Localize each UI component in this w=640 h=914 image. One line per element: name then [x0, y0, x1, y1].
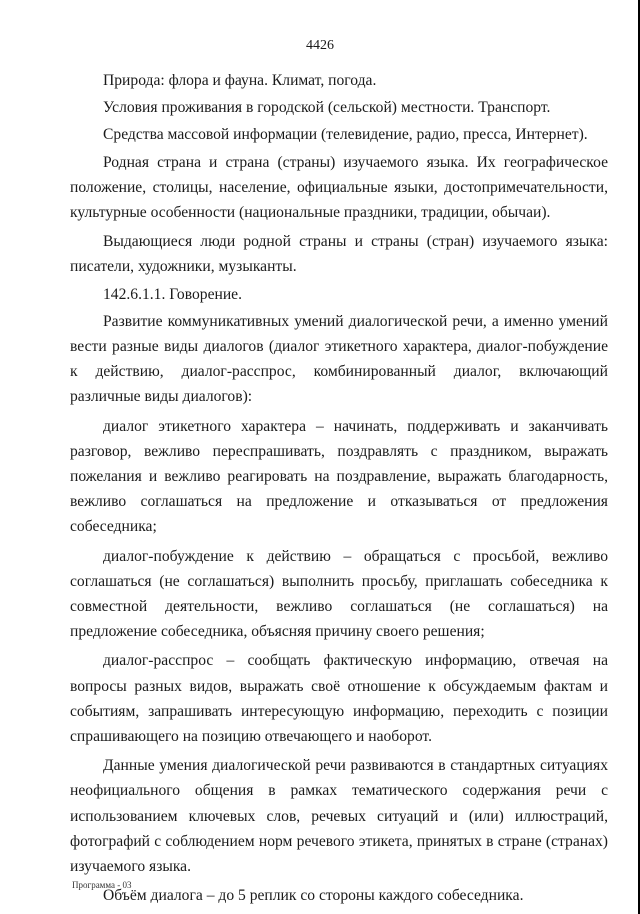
paragraph-dialogue-volume: Объём диалога – до 5 реплик со стороны каждого собеседника. [103, 887, 524, 905]
section-heading-speaking: 142.6.1.1. Говорение. [103, 285, 242, 303]
paragraph-inquiry-dialogue: диалог-расспрос – сообщать фактическую информацию, отвечая на вопросы разных видов, выражать своё отношение к обсуждаемым фактам и событиям, запрашивать интересующую информацию, переходить с позиции спрашивающего на позицию отвечающего и наоборот. [70, 652, 608, 746]
paragraph-standard-situations: Данные умения диалогической речи развиваются в стандартных ситуациях неофициального общения в рамках тематического содержания речи с использованием ключевых слов, речевых ситуаций и (или) иллюстраций, фотографий с соблюдением норм речевого этикета, принятых в стране (странах) изучаемого языка. [70, 757, 608, 876]
paragraph-nature: Природа: флора и фауна. Климат, погода. [103, 72, 377, 89]
paragraph-living-conditions: Условия проживания в городской (сельской) местности. Транспорт. [103, 99, 551, 117]
paragraph-incentive-dialogue: диалог-побуждение к действию – обращаться с просьбой, вежливо соглашаться (не соглашаться) выполнить просьбу, приглашать собеседника к совместной деятельности, вежливо соглашаться (не соглашаться) на предложение собеседника, объясняя причину своего решения; [70, 547, 608, 641]
page-number: 4426 [306, 38, 334, 53]
paragraph-etiquette-dialogue: диалог этикетного характера – начинать, поддерживать и заканчивать разговор, вежливо переспрашивать, поздравлять с праздником, выражать пожелания и вежливо реагировать на поздравление, выражать благодарность, вежливо соглашаться на предложение и отказываться от предложения собеседника; [70, 417, 608, 536]
paragraph-dialogue-skills: Развитие коммуникативных умений диалогической речи, а именно умений вести разные виды диалогов (диалог этикетного характера, диалог-побуждение к действию, диалог-расспрос, комбинированный диалог, включающий различные виды диалогов): [70, 312, 608, 406]
paragraph-countries: Родная страна и страна (страны) изучаемого языка. Их географическое положение, столицы, население, официальные языки, достопримечательности, культурные особенности (национальные праздники, традиции, обычаи). [70, 153, 608, 222]
paragraph-mass-media: Средства массовой информации (телевидение, радио, пресса, Интернет). [103, 126, 588, 144]
document-body [70, 68, 608, 909]
footer-label: Программа - 03 [72, 880, 132, 890]
paragraph-famous-people: Выдающиеся люди родной страны и страны (стран) изучаемого языка: писатели, художники, музыканты. [70, 233, 608, 276]
